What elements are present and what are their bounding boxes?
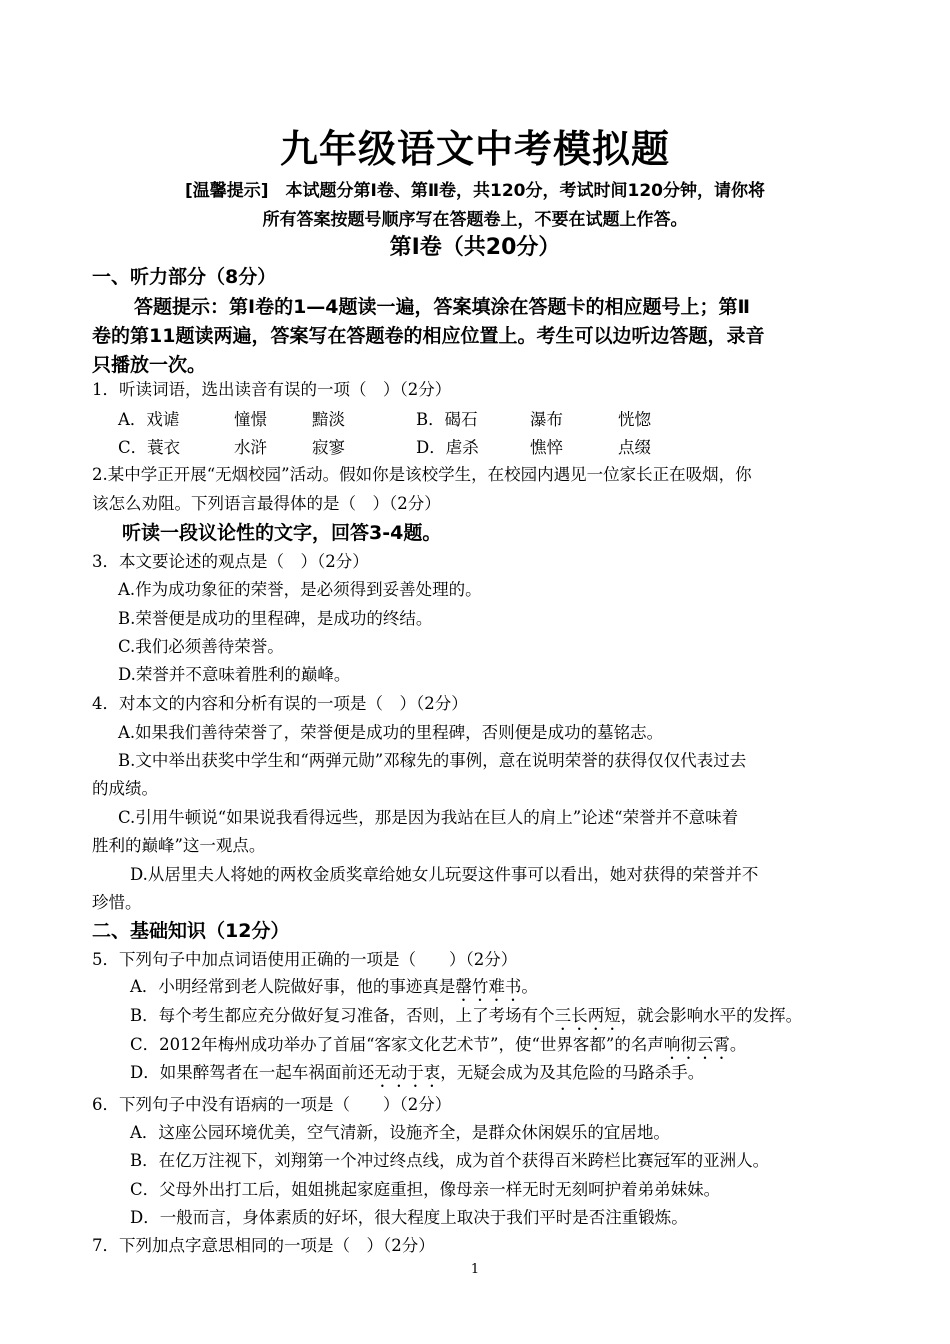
question-2-line-2: 该怎么劝阻。下列语言最得体的是（ ）（2分）: [92, 494, 441, 513]
option-word: 点缀: [618, 438, 651, 457]
option-word: B．碣石: [416, 410, 478, 429]
section-listening-heading: 一、听力部分（8分）: [92, 266, 277, 288]
question-5: 5．下列句子中加点词语使用正确的一项是（ ）（2分）: [92, 950, 518, 969]
notice-line-2: 所有答案按题号顺序写在答题卷上，不要在试题上作答。: [262, 210, 688, 230]
answer-tip-line-2: 卷的第11题读两遍，答案写在答题卷的相应位置上。考生可以边听边答题，录音: [92, 325, 765, 347]
option-text: C．2012年梅州成功举办了首届“客家文化艺术节”，使“世界客都”的名声: [130, 1035, 664, 1054]
dotted-phrase: 罄竹难书: [455, 977, 522, 996]
answer-tip-line-1: 答题提示：第Ⅰ卷的1—4题读一遍，答案填涂在答题卡的相应题号上；第Ⅱ: [134, 296, 751, 318]
dotted-phrase: 无动于衷: [374, 1063, 441, 1082]
option-word: 瀑布: [530, 410, 563, 429]
question-6-option-c: C．父母外出打工后，姐姐挑起家庭重担，像母亲一样无时无刻呵护着弟弟妹妹。: [130, 1180, 721, 1199]
question-4-option-b-line-2: 的成绩。: [92, 779, 158, 798]
option-word: 憧憬: [234, 410, 267, 429]
section-basic-knowledge-heading: 二、基础知识（12分）: [92, 920, 290, 942]
answer-tip-line-3: 只播放一次。: [92, 354, 207, 376]
question-4-option-c-line-1: C.引用牛顿说“如果说我看得远些，那是因为我站在巨人的肩上”论述“荣誉并不意味着: [118, 808, 739, 827]
option-word: 水浒: [234, 438, 267, 457]
question-4-option-a: A.如果我们善待荣誉了，荣誉便是成功的里程碑，否则便是成功的墓铭志。: [118, 723, 664, 742]
dotted-phrase: 响彻云霄: [663, 1035, 730, 1054]
option-text: 。: [521, 977, 538, 996]
question-6-option-d: D．一般而言，身体素质的好坏，很大程度上取决于我们平时是否注重锻炼。: [130, 1208, 688, 1227]
option-word: C．蓑衣: [118, 438, 181, 457]
question-5-option-a: [130, 973, 538, 1005]
option-word: 恍惚: [618, 410, 651, 429]
option-word: 黯淡: [312, 410, 345, 429]
option-text: ，无疑会成为及其危险的马路杀手。: [440, 1063, 705, 1082]
option-word: 寂寥: [312, 438, 345, 457]
question-4-option-d-line-1: D.从居里夫人将她的两枚金质奖章给她女儿玩耍这件事可以看出，她对获得的荣誉并不: [130, 865, 759, 884]
question-5-option-d: [130, 1059, 704, 1091]
page-number: 1: [470, 1262, 480, 1277]
question-7: 7．下列加点字意思相同的一项是（ ）（2分）: [92, 1236, 435, 1255]
option-text: B．每个考生都应充分做好复习准备，否则，上了考场有个: [130, 1006, 555, 1025]
question-6: 6．下列句子中没有语病的一项是（ ）（2分）: [92, 1095, 452, 1114]
question-3-option-a: A.作为成功象征的荣誉，是必须得到妥善处理的。: [118, 580, 482, 599]
option-word: 憔悴: [530, 438, 563, 457]
question-3-option-b: B.荣誉便是成功的里程碑，是成功的终结。: [118, 609, 433, 628]
question-4-option-c-line-2: 胜利的巅峰”这一观点。: [92, 836, 266, 855]
question-2-line-1: 2.某中学正开展“无烟校园”活动。假如你是该校学生，在校园内遇见一位家长正在吸烟，你: [92, 465, 752, 484]
question-1: 1．听读词语，选出读音有误的一项（ ）（2分）: [92, 380, 452, 399]
option-text: ，就会影响水平的发挥。: [620, 1006, 803, 1025]
question-6-option-a: A．这座公园环境优美，空气清新，设施齐全，是群众休闲娱乐的宜居地。: [130, 1123, 670, 1142]
option-text: A．小明经常到老人院做好事，他的事迹真是: [130, 977, 456, 996]
option-word: A．戏谑: [118, 410, 180, 429]
part-one-title: 第Ⅰ卷（共20分）: [389, 235, 561, 260]
question-6-option-b: B．在亿万注视下，刘翔第一个冲过终点线，成为首个获得百米跨栏比赛冠军的亚洲人。: [130, 1151, 770, 1170]
question-3-option-d: D.荣誉并不意味着胜利的巅峰。: [118, 665, 351, 684]
question-3-option-c: C.我们必须善待荣誉。: [118, 637, 284, 656]
option-text: 。: [729, 1035, 747, 1054]
listening-passage-heading: 听读一段议论性的文字，回答3-4题。: [122, 522, 442, 544]
option-text: D．如果醉驾者在一起车祸面前还: [130, 1063, 375, 1082]
question-3: 3．本文要论述的观点是（ ）（2分）: [92, 552, 369, 571]
notice-line-1: [温馨提示] 本试题分第Ⅰ卷、第Ⅱ卷，共120分，考试时间120分钟，请你将: [184, 181, 766, 201]
option-word: D．虐杀: [416, 438, 479, 457]
page-title: 九年级语文中考模拟题: [279, 127, 670, 171]
question-4-option-b-line-1: B.文中举出获奖中学生和“两弹元勋”邓稼先的事例，意在说明荣誉的获得仅仅代表过去: [118, 751, 747, 770]
dotted-phrase: 三长两短: [554, 1006, 621, 1025]
question-5-option-b: [130, 1002, 802, 1034]
question-4: 4．对本文的内容和分析有误的一项是（ ）（2分）: [92, 694, 468, 713]
question-4-option-d-line-2: 珍惜。: [92, 893, 142, 912]
